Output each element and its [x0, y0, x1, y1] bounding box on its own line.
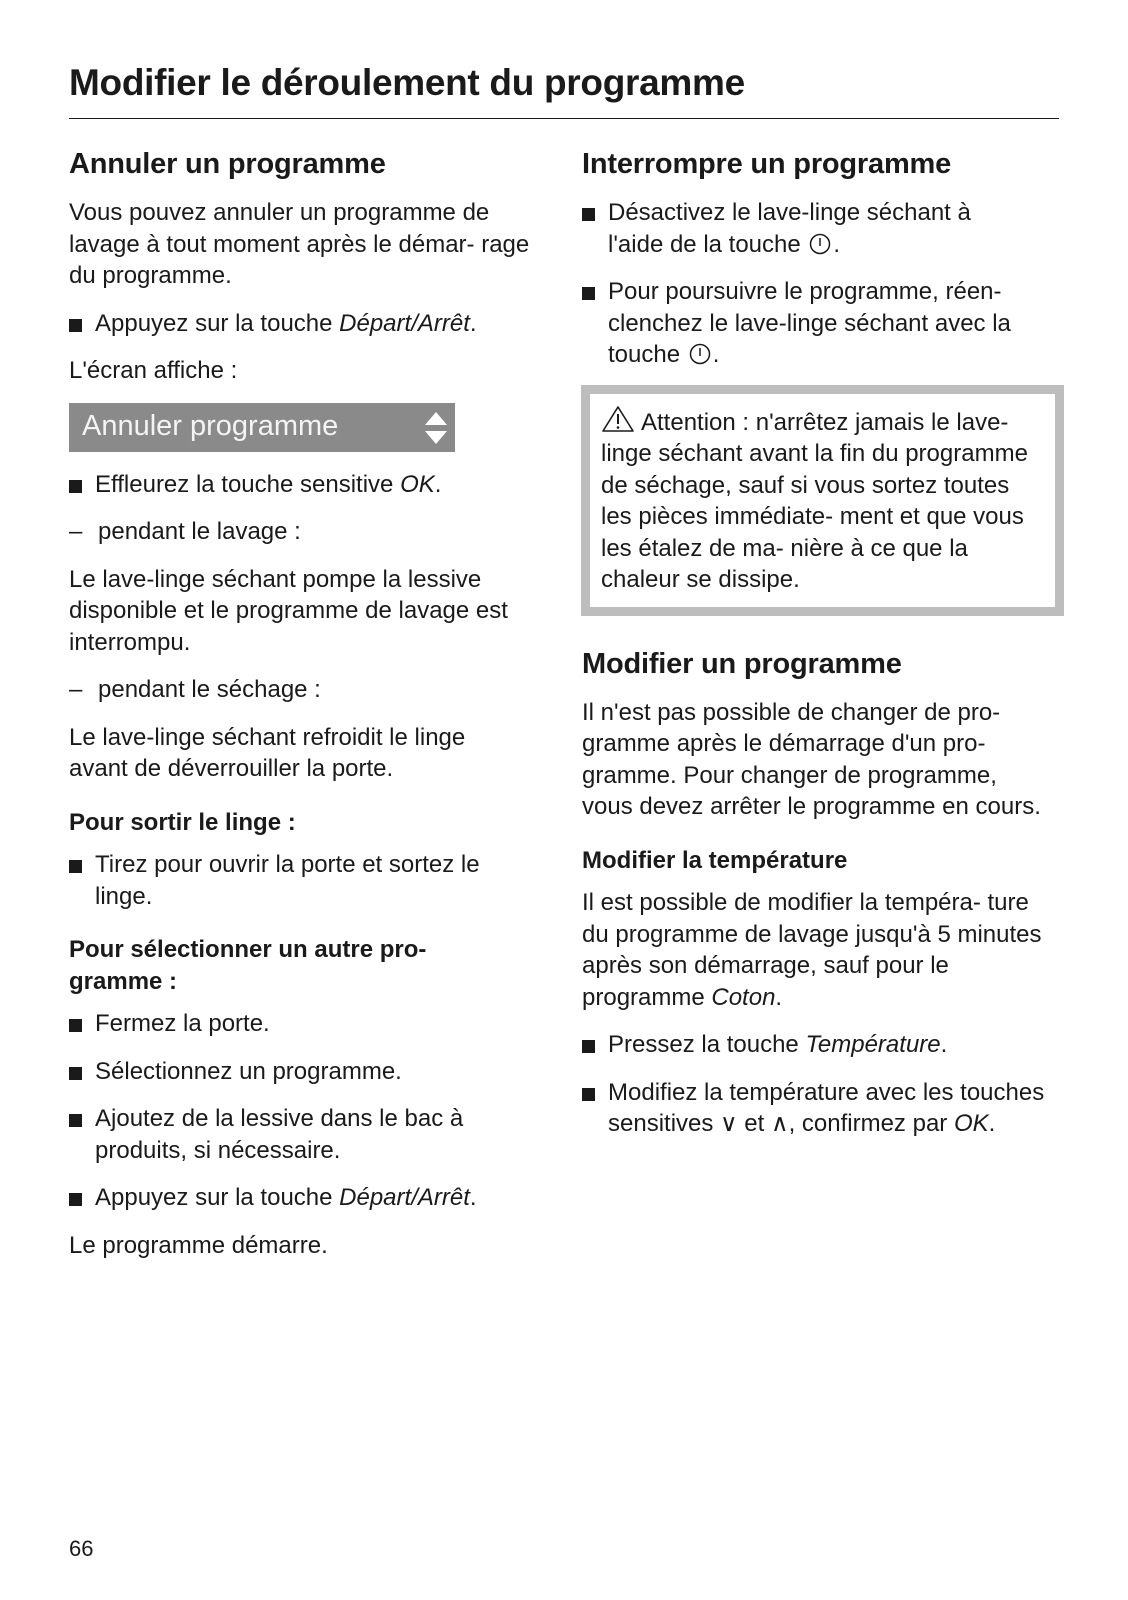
temperature-key: Température — [805, 1031, 941, 1058]
remove-laundry-step: Tirez pour ouvrir la porte et sortez le linge. — [69, 849, 525, 912]
touch-prefix: Effleurez la touche sensitive — [95, 470, 401, 498]
warning-triangle-icon — [601, 405, 635, 433]
press-suffix: . — [469, 309, 477, 337]
power-button-icon — [689, 343, 711, 365]
touch-ok-step — [69, 469, 549, 501]
press-prefix: Appuyez sur la touche — [95, 309, 340, 337]
power-button-icon — [809, 233, 831, 255]
modify-temperature-heading: Modifier la température — [582, 846, 848, 874]
ok-key: OK — [400, 470, 435, 498]
cancel-display — [69, 403, 455, 452]
start-prefix: Appuyez sur la touche — [95, 1184, 340, 1211]
ok-key: OK — [953, 1110, 989, 1137]
change-temp-prefix: Modifiez la température avec les touches sensitives — [608, 1078, 1045, 1137]
resume-suffix: . — [712, 341, 720, 368]
change-temp-and: et — [737, 1110, 771, 1137]
change-temp-confirm: , confirmez par — [788, 1110, 954, 1137]
warning-text: Attention : n'arrêtez jamais le lave-linge séchant avant la fin du programme de séchage, sauf si vous sortez toutes les pièces immédiate- ment et que vous les étalez de ma- nière à ce que la chaleur se dissipe. — [601, 408, 1028, 593]
chevron-down-icon: ∨ — [720, 1110, 738, 1137]
modify-heading: Modifier un programme — [582, 647, 902, 680]
close-door-step: Fermez la porte. — [69, 1008, 549, 1040]
temperature-text-suffix: . — [775, 983, 783, 1011]
dry-text: Le lave-linge séchant refroidit le linge avant de déverrouiller la porte. — [69, 723, 466, 782]
select-program-step: Sélectionnez un programme. — [69, 1056, 549, 1088]
during-wash-item — [69, 516, 549, 548]
press-start-again-step — [69, 1182, 549, 1214]
resume-text: Pour poursuivre le programme, réen- clenchez le lave-linge séchant avec la touche — [608, 278, 1011, 368]
touch-suffix: . — [434, 470, 442, 498]
press-start-step — [69, 308, 549, 340]
display-text: Annuler programme — [82, 409, 339, 442]
change-temp-suffix: . — [988, 1110, 996, 1137]
dash-mark: – — [69, 518, 83, 545]
start-stop-key: Départ/Arrêt — [339, 1184, 470, 1211]
cancel-heading: Annuler un programme — [69, 148, 386, 180]
warning-box — [581, 385, 1064, 616]
switch-off-text: Désactivez le lave-linge séchant à l'aide de la touche — [608, 199, 971, 258]
chevron-up-icon: ∧ — [770, 1110, 789, 1137]
program-starts-text: Le programme démarre. — [69, 1231, 328, 1259]
up-down-arrows-icon — [424, 410, 448, 446]
page-title: Modifier le déroulement du programme — [69, 62, 745, 103]
during-dry-label: pendant le séchage : — [98, 676, 321, 703]
interrupt-heading: Interrompre un programme — [582, 148, 952, 180]
temperature-text-body: Il est possible de modifier la tempéra- ture du programme de lavage jusqu'à 5 minutes après son démarrage, sauf pour le programme — [582, 889, 1042, 1011]
left-column — [69, 142, 549, 1277]
temperature-text — [582, 887, 1052, 1013]
press-temperature-step — [582, 1029, 1062, 1061]
title-divider — [69, 118, 1059, 119]
screen-shows-label: L'écran affiche : — [69, 357, 238, 384]
temp-step-prefix: Pressez la touche — [608, 1031, 806, 1058]
dash-mark: – — [69, 676, 83, 703]
switch-off-suffix: . — [833, 230, 841, 258]
select-other-heading: Pour sélectionner un autre pro- gramme : — [69, 936, 427, 995]
start-stop-key: Départ/Arrêt — [339, 309, 470, 337]
switch-off-step — [582, 197, 1028, 260]
change-temperature-step — [582, 1077, 1058, 1140]
cotton-program-name: Coton — [711, 983, 776, 1011]
start-suffix: . — [469, 1184, 477, 1211]
remove-laundry-heading: Pour sortir le linge : — [69, 808, 296, 836]
temp-step-suffix: . — [940, 1031, 948, 1058]
right-column — [582, 142, 1062, 1156]
cancel-intro: Vous pouvez annuler un programme de lavage à tout moment après le démar- rage du programme. — [69, 199, 530, 289]
during-dry-item — [69, 674, 549, 706]
add-detergent-step: Ajoutez de la lessive dans le bac à produits, si nécessaire. — [69, 1103, 515, 1166]
wash-text: Le lave-linge séchant pompe la lessive disponible et le programme de lavage est interrompu. — [69, 565, 508, 656]
page-number: 66 — [69, 1536, 94, 1561]
warning-paragraph — [601, 405, 1041, 596]
during-wash-label: pendant le lavage : — [98, 518, 301, 545]
modify-text: Il n'est pas possible de changer de pro- gramme après le démarrage d'un pro- gramme. Pour changer de programme, vous devez arrêter le programme en cours. — [582, 698, 1041, 820]
resume-step — [582, 276, 1058, 371]
